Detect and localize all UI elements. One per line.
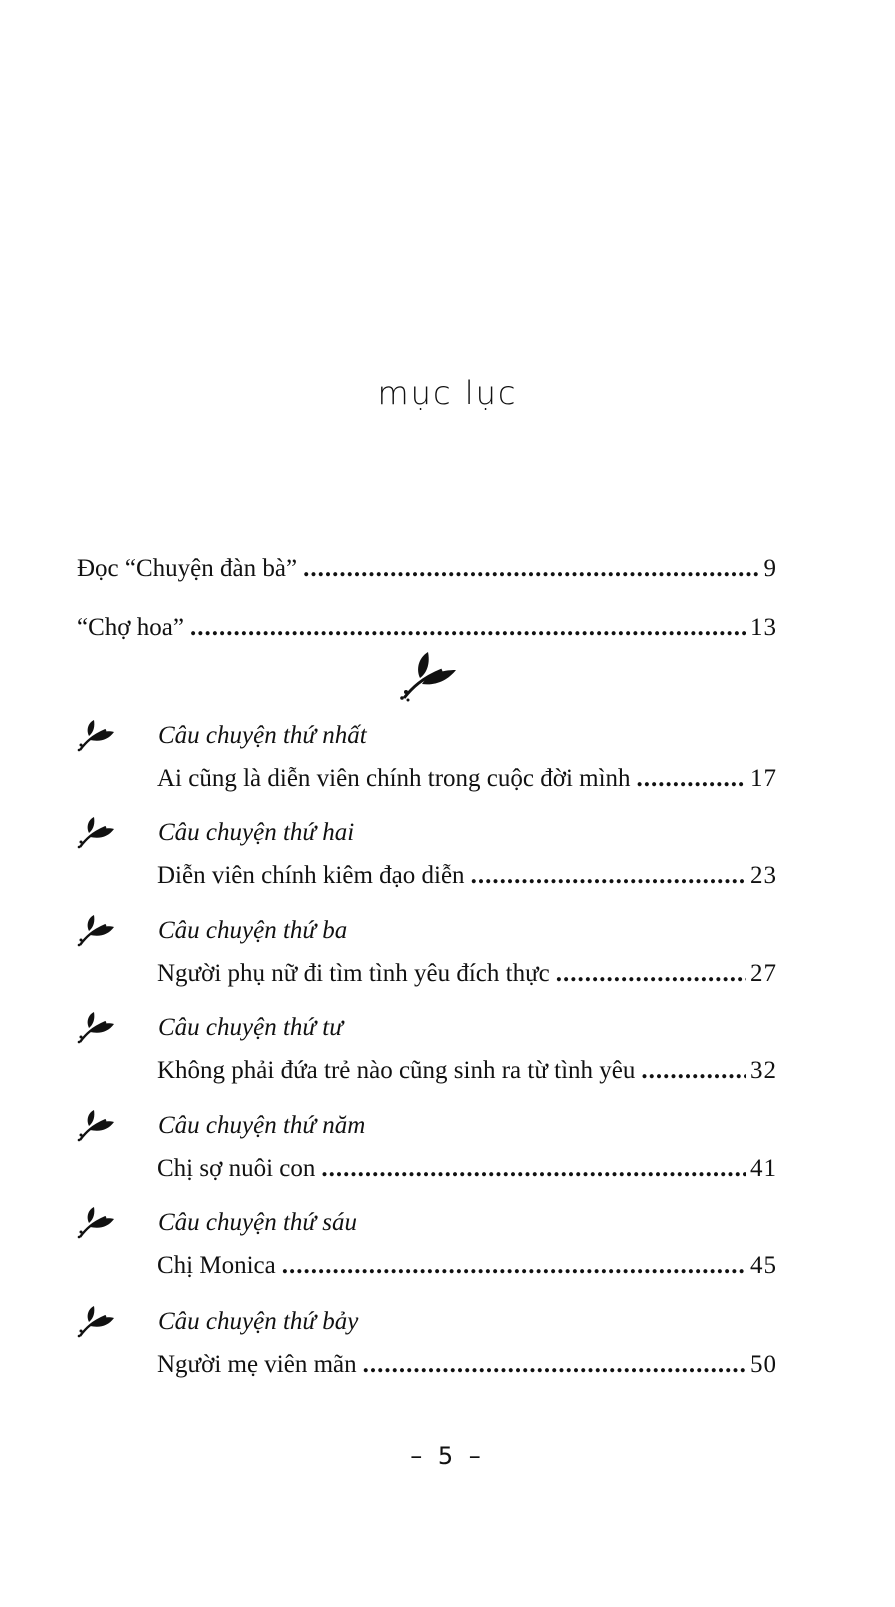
toc-entry-page: 13 <box>750 614 777 641</box>
story-subtitle: Câu chuyện thứ hai <box>158 819 355 846</box>
toc-entry-title: Chị sợ nuôi con <box>157 1155 316 1182</box>
dot-leader <box>641 1055 746 1087</box>
toc-entry-title: Ai cũng là diễn viên chính trong cuộc đời mình <box>157 765 631 792</box>
toc-entry[interactable] <box>157 1153 777 1185</box>
toc-entry-page: 41 <box>750 1155 777 1182</box>
page-number: – 5 – <box>410 1442 485 1470</box>
toc-entry-page: 27 <box>750 960 777 987</box>
leaf-sprig-icon <box>76 718 116 752</box>
story-subtitle: Câu chuyện thứ bảy <box>158 1308 359 1335</box>
dot-leader <box>556 958 746 990</box>
toc-entry-page: 23 <box>750 862 777 889</box>
toc-entry-title: Người phụ nữ đi tìm tình yêu đích thực <box>157 960 550 987</box>
toc-entry-title: “Chợ hoa” <box>77 614 184 641</box>
page-title: mục lục <box>377 374 518 412</box>
dot-leader <box>637 763 746 795</box>
story-subtitle: Câu chuyện thứ tư <box>158 1014 343 1041</box>
toc-entry-page: 32 <box>750 1057 777 1084</box>
leaf-sprig-icon <box>76 1205 116 1239</box>
toc-entry-title: Không phải đứa trẻ nào cũng sinh ra từ tình yêu <box>157 1057 636 1084</box>
toc-entry-page: 9 <box>763 555 777 582</box>
dot-leader <box>190 612 746 644</box>
story-subtitle: Câu chuyện thứ năm <box>158 1112 366 1139</box>
toc-entry-title: Đọc “Chuyện đàn bà” <box>77 555 298 582</box>
toc-entry-page: 45 <box>750 1252 777 1279</box>
story-subtitle: Câu chuyện thứ ba <box>158 917 348 944</box>
toc-entry-title: Người mẹ viên mãn <box>157 1351 357 1378</box>
story-subtitle: Câu chuyện thứ sáu <box>158 1209 358 1236</box>
toc-entry[interactable] <box>157 958 777 990</box>
toc-entry[interactable] <box>77 553 777 585</box>
leaf-sprig-icon <box>76 1010 116 1044</box>
dot-leader <box>471 860 746 892</box>
leaf-sprig-icon <box>76 913 116 947</box>
toc-entry[interactable] <box>157 1250 777 1282</box>
toc-entry-title: Diễn viên chính kiêm đạo diễn <box>157 862 465 889</box>
dot-leader <box>363 1349 746 1381</box>
story-subtitle: Câu chuyện thứ nhất <box>158 722 367 749</box>
leaf-sprig-icon <box>76 1304 116 1338</box>
toc-entry[interactable] <box>157 763 777 795</box>
toc-entry[interactable] <box>157 1055 777 1087</box>
leaf-sprig-icon <box>398 648 460 702</box>
toc-entry[interactable] <box>157 1349 777 1381</box>
dot-leader <box>303 553 759 585</box>
dot-leader <box>321 1153 746 1185</box>
toc-entry-page: 17 <box>750 765 777 792</box>
leaf-sprig-icon <box>76 815 116 849</box>
leaf-sprig-icon <box>76 1108 116 1142</box>
toc-entry[interactable] <box>77 612 777 644</box>
toc-entry-title: Chị Monica <box>157 1252 276 1279</box>
dot-leader <box>282 1250 746 1282</box>
toc-entry[interactable] <box>157 860 777 892</box>
toc-entry-page: 50 <box>750 1351 777 1378</box>
